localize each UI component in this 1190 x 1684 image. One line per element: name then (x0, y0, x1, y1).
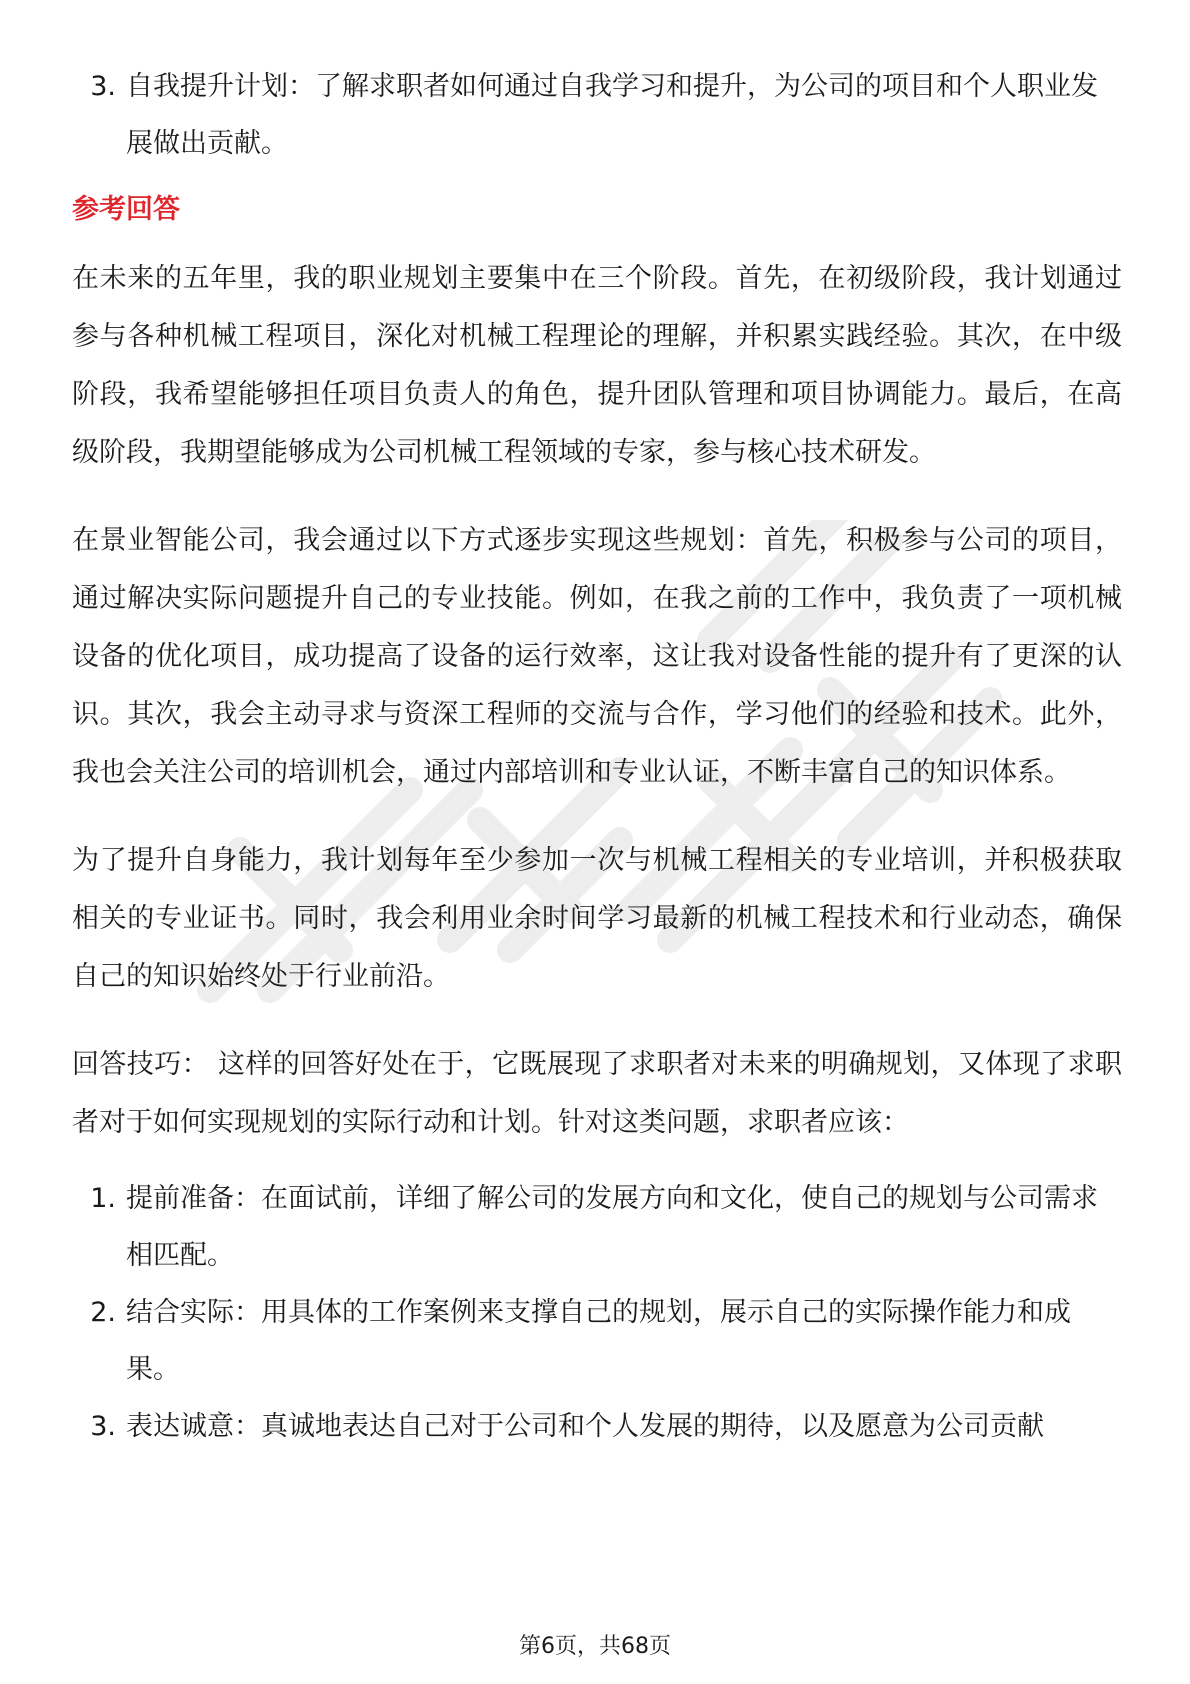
list-item-text: 提前准备：在面试前，详细了解公司的发展方向和文化，使自己的规划与公司需求相匹配。 (126, 1183, 1098, 1271)
list-item-number: 3. (90, 71, 116, 102)
list-item (72, 1398, 1122, 1455)
list-item-text: 表达诚意：真诚地表达自己对于公司和个人发展的期待，以及愿意为公司贡献 (126, 1411, 1044, 1442)
list-item (72, 1170, 1122, 1284)
answer-paragraph-3: 为了提升自身能力，我计划每年至少参加一次与机械工程相关的专业培训，并积极获取相关的专业证书。同时，我会利用业余时间学习最新的机械工程技术和行业动态，确保自己的知识始终处于行业前沿。 (72, 845, 1122, 992)
list-item-number: 3. (90, 1411, 116, 1442)
tips-intro-paragraph: 回答技巧： 这样的回答好处在于，它既展现了求职者对未来的明确规划，又体现了求职者对于如何实现规划的实际行动和计划。针对这类问题，求职者应该： (72, 1049, 1122, 1138)
list-item-text: 自我提升计划：了解求职者如何通过自我学习和提升，为公司的项目和个人职业发展做出贡献。 (126, 71, 1098, 159)
section-heading: 参考回答 (72, 194, 180, 225)
list-item (72, 1284, 1122, 1398)
answer-paragraph-1: 在未来的五年里，我的职业规划主要集中在三个阶段。首先，在初级阶段，我计划通过参与各种机械工程项目，深化对机械工程理论的理解，并积累实践经验。其次，在中级阶段，我希望能够担任项目负责人的角色，提升团队管理和项目协调能力。最后，在高级阶段，我期望能够成为公司机械工程领域的专家，参与核心技术研发。 (72, 263, 1122, 468)
list-item-number: 1. (90, 1183, 116, 1214)
top-list (72, 58, 1122, 172)
list-item (72, 58, 1122, 172)
tips-list (72, 1170, 1122, 1455)
answer-paragraph-2: 在景业智能公司，我会通过以下方式逐步实现这些规划：首先，积极参与公司的项目，通过解决实际问题提升自己的专业技能。例如，在我之前的工作中，我负责了一项机械设备的优化项目，成功提高了设备的运行效率，这让我对设备性能的提升有了更深的认识。其次，我会主动寻求与资深工程师的交流与合作，学习他们的经验和技术。此外，我也会关注公司的培训机会，通过内部培训和专业认证，不断丰富自己的知识体系。 (72, 525, 1122, 788)
page-content (72, 58, 1122, 1455)
page-footer: 第6页，共68页 (519, 1634, 671, 1659)
list-item-text: 结合实际：用具体的工作案例来支撑自己的规划，展示自己的实际操作能力和成果。 (126, 1297, 1071, 1385)
list-item-number: 2. (90, 1297, 116, 1328)
